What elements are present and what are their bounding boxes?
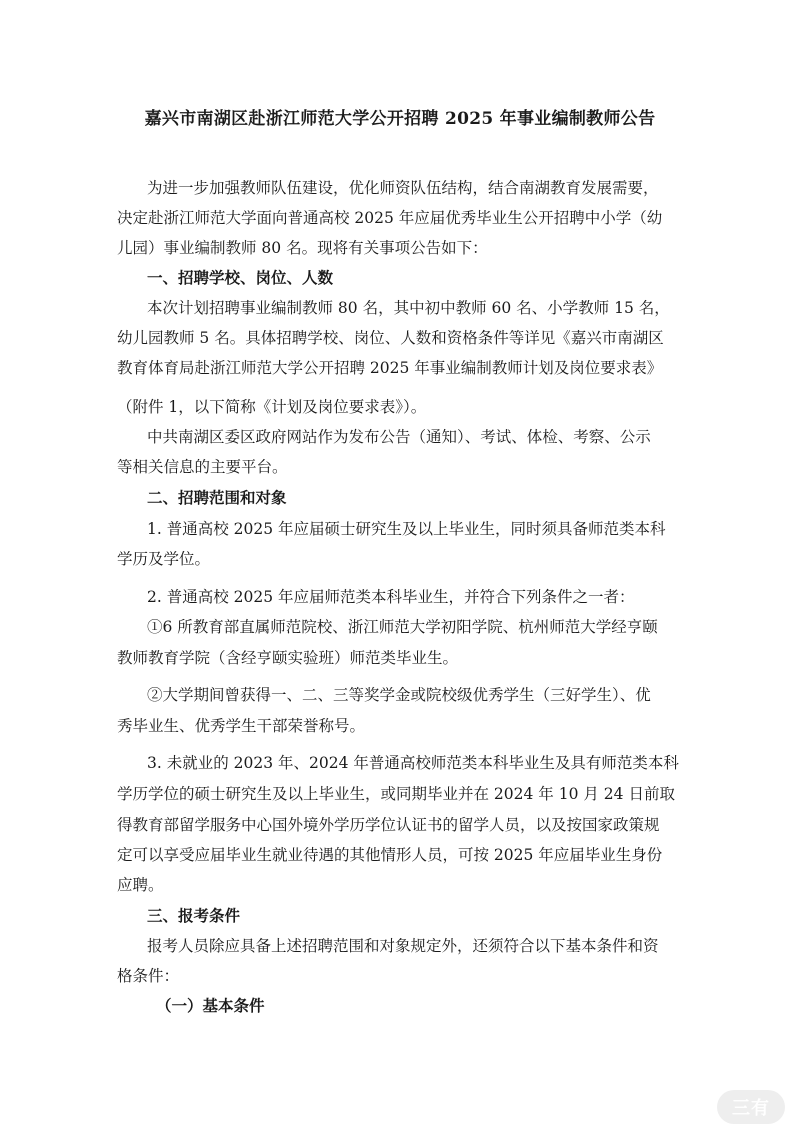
paragraph-line: 本次计划招聘事业编制教师 80 名，其中初中教师 60 名、小学教师 15 名， <box>147 299 670 317</box>
paragraph-line: 报考人员除应具备上述招聘范围和对象规定外，还须符合以下基本条件和资 <box>147 937 659 955</box>
paragraph-line: 应聘。 <box>117 876 164 894</box>
watermark-logo: 三有 <box>717 1090 785 1124</box>
subsection-heading: （一）基本条件 <box>156 996 265 1015</box>
paragraph-line: 教师教育学院（含经亨颐实验班）师范类毕业生。 <box>117 649 459 667</box>
paragraph-line: ①6 所教育部直属师范院校、浙江师范大学初阳学院、杭州师范大学经亨颐 <box>147 618 658 636</box>
paragraph-line: ②大学期间曾获得一、二、三等奖学金或院校级优秀学生（三好学生）、优 <box>147 686 651 704</box>
paragraph-line: 定可以享受应届毕业生就业待遇的其他情形人员，可按 2025 年应届毕业生身份 <box>117 846 663 864</box>
paragraph-line: 教育体育局赴浙江师范大学公开招聘 2025 年事业编制教师计划及岗位要求表》 <box>117 359 663 377</box>
paragraph-line: 秀毕业生、优秀学生干部荣誉称号。 <box>117 717 366 735</box>
paragraph-line: （附件 1，以下简称《计划及岗位要求表》）。 <box>117 398 427 416</box>
paragraph-line: 1. 普通高校 2025 年应届硕士研究生及以上毕业生，同时须具备师范类本科 <box>147 520 666 538</box>
page-title: 嘉兴市南湖区赴浙江师范大学公开招聘 2025 年事业编制教师公告 <box>144 109 656 129</box>
section-heading: 一、招聘学校、岗位、人数 <box>147 268 334 287</box>
paragraph-line: 学历学位的硕士研究生及以上毕业生，或同期毕业并在 2024 年 10 月 24 日前取 <box>117 785 675 803</box>
paragraph-line: 格条件： <box>117 967 180 985</box>
paragraph-line: 学历及学位。 <box>117 550 211 568</box>
section-heading: 三、报考条件 <box>147 906 241 925</box>
section-heading: 二、招聘范围和对象 <box>147 488 287 507</box>
paragraph-line: 幼儿园教师 5 名。具体招聘学校、岗位、人数和资格条件等详见《嘉兴市南湖区 <box>117 329 664 347</box>
paragraph-line: 2. 普通高校 2025 年应届师范类本科毕业生，并符合下列条件之一者： <box>147 588 635 606</box>
paragraph-line: 中共南湖区委区政府网站作为发布公告（通知）、考试、体检、考察、公示 <box>147 428 651 446</box>
paragraph-line: 为进一步加强教师队伍建设，优化师资队伍结构，结合南湖教育发展需要， <box>147 179 659 197</box>
paragraph-line: 等相关信息的主要平台。 <box>117 458 288 476</box>
paragraph-line: 决定赴浙江师范大学面向普通高校 2025 年应届优秀毕业生公开招聘中小学（幼 <box>117 209 663 227</box>
paragraph-line: 儿园）事业编制教师 80 名。现将有关事项公告如下： <box>117 239 488 257</box>
paragraph-line: 3. 未就业的 2023 年、2024 年普通高校师范类本科毕业生及具有师范类本科 <box>147 754 679 772</box>
paragraph-line: 得教育部留学服务中心国外境外学历学位认证书的留学人员，以及按国家政策规 <box>117 816 660 834</box>
